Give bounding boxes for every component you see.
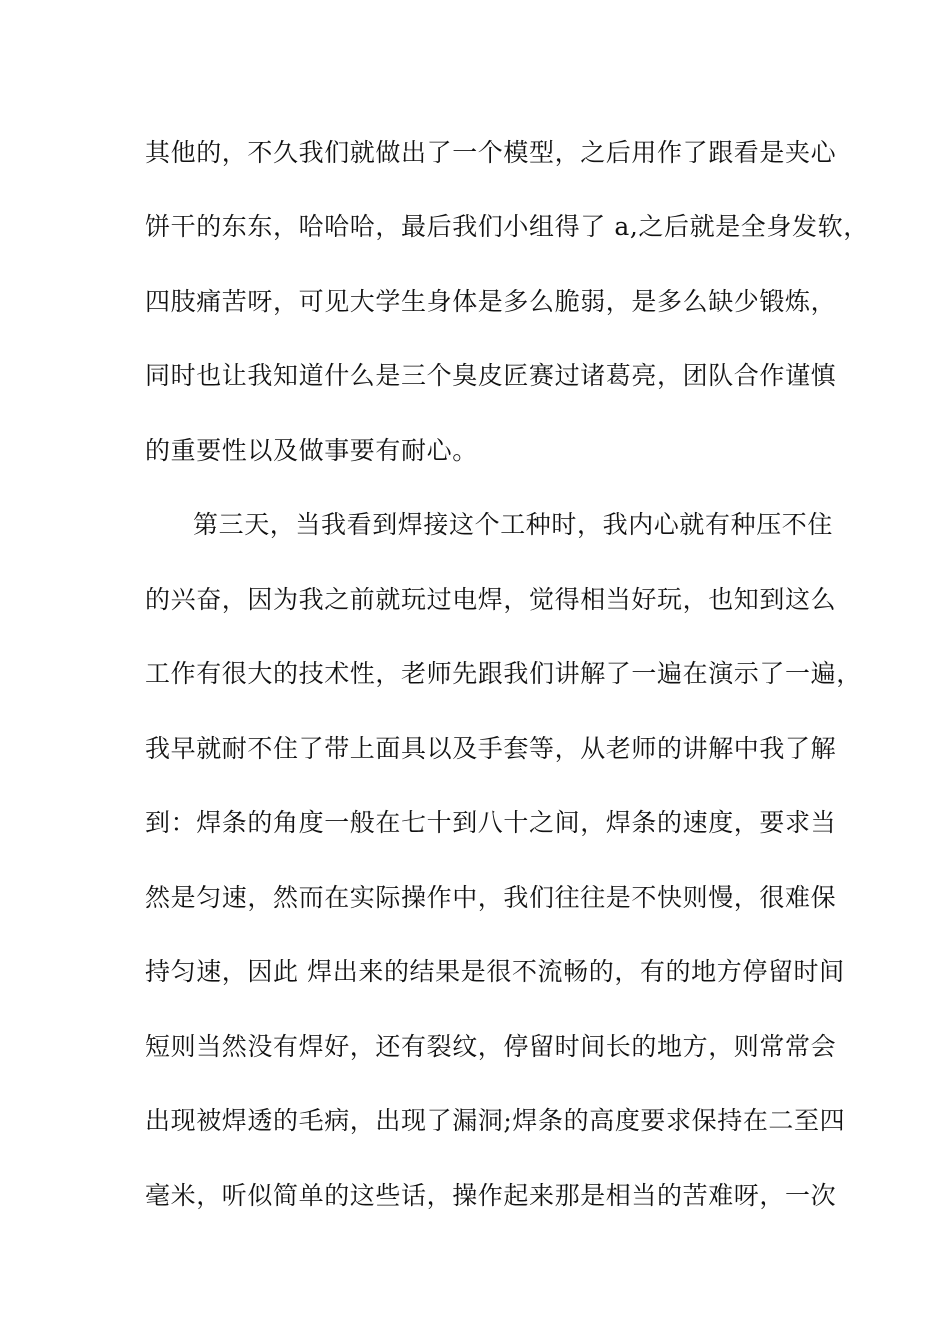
text-line: 饼干的东东，哈哈哈，最后我们小组得了 a,之后就是全身发软， [145,212,869,241]
text-line: 的兴奋，因为我之前就玩过电焊，觉得相当好玩，也知到这么 [145,585,837,614]
text-line: 毫米，听似简单的这些话，操作起来那是相当的苦难呀，一次 [145,1181,837,1210]
text-line: 到：焊条的角度一般在七十到八十之间，焊条的速度，要求当 [145,808,837,837]
text-line: 然是匀速，然而在实际操作中，我们往往是不快则慢，很难保 [145,883,837,912]
text-line: 短则当然没有焊好，还有裂纹，停留时间长的地方，则常常会 [145,1032,837,1061]
text-line: 其他的，不久我们就做出了一个模型，之后用作了跟看是夹心 [145,138,837,167]
text-line: 我早就耐不住了带上面具以及手套等，从老师的讲解中我了解 [145,734,837,763]
text-line: 持匀速，因此 焊出来的结果是很不流畅的，有的地方停留时间 [145,957,845,986]
text-line: 四肢痛苦呀，可见大学生身体是多么脆弱，是多么缺少锻炼， [145,287,837,316]
text-line: 出现被焊透的毛病，出现了漏洞;焊条的高度要求保持在二至四 [145,1106,846,1135]
text-line: 第三天，当我看到焊接这个工种时，我内心就有种压不住 [193,510,834,539]
text-line: 同时也让我知道什么是三个臭皮匠赛过诸葛亮，团队合作谨慎 [145,361,837,390]
text-line: 工作有很大的技术性，老师先跟我们讲解了一遍在演示了一遍， [145,659,862,688]
text-line: 的重要性以及做事要有耐心。 [145,436,478,465]
